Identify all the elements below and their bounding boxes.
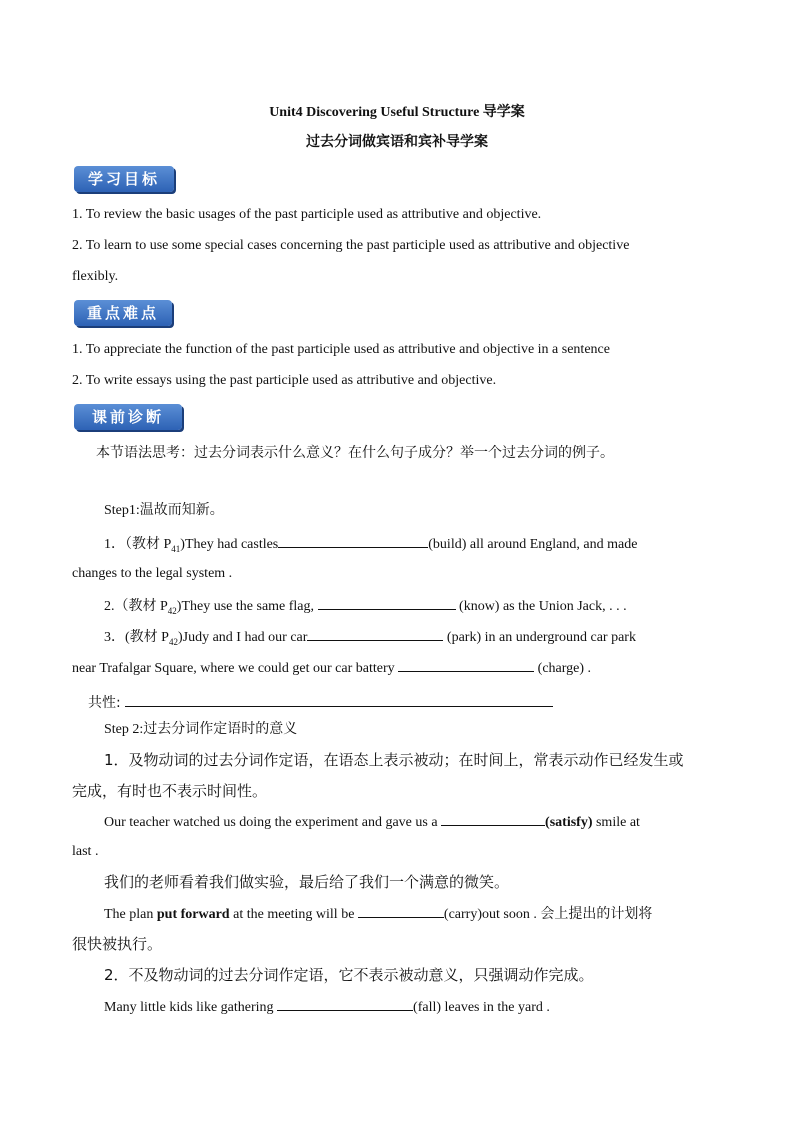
answer-blank[interactable] — [398, 657, 534, 672]
rule-1: 1．及物动词的过去分词作定语，在语态上表示被动；在时间上，常表示动作已经发生或 — [104, 751, 684, 769]
keypoint-item: 2. To write essays using the past participle used as attributive and objective. — [72, 373, 497, 388]
exercise-3: 3．(教材 $P_{42})Judy$ and I had our car (park) in an underground car park — [104, 626, 722, 652]
page-title: Unit4 Discovering Useful Structure 导学案 — [269, 105, 525, 120]
step1-heading: Step1:温故而知新。 — [104, 503, 224, 518]
goal-item: 1. To review the basic usages of the past participle used as attributive and objective. — [72, 207, 542, 222]
answer-blank[interactable] — [358, 903, 444, 918]
section-badge-keypoints: 重点难点 — [74, 300, 172, 326]
grammar-question: 本节语法思考：过去分词表示什么意义？在什么句子成分？举一个过去分词的例子。 — [96, 445, 614, 461]
exercise-2: 2.（教材 $P_{42})They$ use the same flag, (know) as the Union Jack, . . . — [104, 595, 754, 621]
common-feature: 共性: — [88, 692, 738, 714]
step2-heading: Step 2:过去分词作定语时的意义 — [104, 722, 298, 737]
example-3: Many little kids like gathering (fall) leaves in the yard . — [104, 996, 754, 1018]
rule-1-cont: 完成，有时也不表示时间性。 — [72, 782, 268, 800]
answer-blank[interactable] — [277, 996, 413, 1011]
answer-blank[interactable] — [307, 626, 443, 641]
rule-2: 2．不及物动词的过去分词作定语，它不表示被动意义，只强调动作完成。 — [104, 966, 594, 984]
answer-blank[interactable] — [441, 811, 545, 826]
answer-blank[interactable] — [125, 692, 553, 707]
example-1-cont: last . — [72, 844, 99, 859]
exercise-3-cont: near Trafalgar Square, where we could get our car battery (charge) . — [72, 657, 722, 679]
answer-blank[interactable] — [278, 533, 428, 548]
section-badge-diagnosis: 课前诊断 — [74, 404, 182, 430]
example-2-translation: 很快被执行。 — [72, 935, 163, 953]
example-1-translation: 我们的老师看着我们做实验，最后给了我们一个满意的微笑。 — [104, 873, 510, 891]
goal-item: flexibly. — [72, 269, 119, 284]
example-1: Our teacher watched us doing the experiment and gave us a (satisfy) smile at — [104, 811, 722, 833]
keypoint-item: 1. To appreciate the function of the past participle used as attributive and objective in a sentence — [72, 342, 610, 357]
goal-item: 2. To learn to use some special cases concerning the past participle used as attributive and objective — [72, 238, 630, 253]
answer-blank[interactable] — [318, 595, 456, 610]
example-2: The plan put forward at the meeting will be (carry)out soon . 会上提出的计划将 — [104, 903, 722, 925]
exercise-1: 1．（教材 $P_{41})They$ had castles (build) all around England, and made — [104, 533, 722, 559]
page-subtitle: 过去分词做宾语和宾补导学案 — [306, 134, 488, 150]
exercise-1-cont: changes to the legal system . — [72, 566, 233, 581]
section-badge-goals: 学习目标 — [74, 166, 174, 192]
